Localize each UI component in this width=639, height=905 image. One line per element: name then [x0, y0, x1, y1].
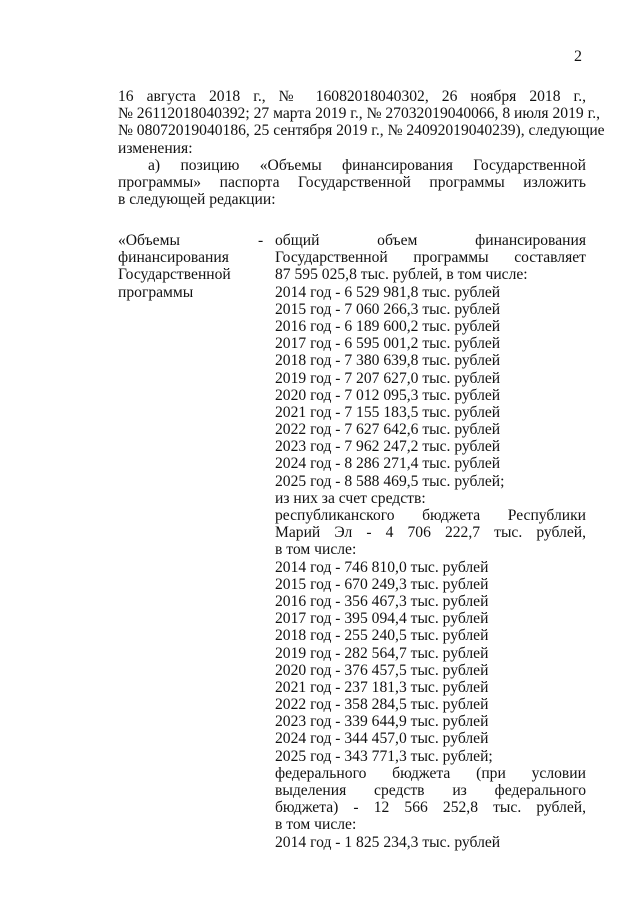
- total-year-line: 2025 год - 8 588 469,5 тыс. рублей;: [275, 472, 505, 490]
- total-year-line: 2015 год - 7 060 266,3 тыс. рублей: [275, 300, 501, 318]
- position-label: [118, 232, 258, 301]
- republic-year-line: 2019 год - 282 564,7 тыс. рублей: [275, 644, 489, 662]
- total-year-line: 2023 год - 7 962 247,2 тыс. рублей: [275, 438, 501, 456]
- republic-budget-line: республиканского бюджета Республики: [275, 507, 586, 524]
- total-year-line: 2021 год - 7 155 183,5 тыс. рублей: [275, 403, 501, 421]
- intro-line: 16 августа 2018 г., № 16082018040302, 26 ноября 2018 г.,: [118, 88, 586, 105]
- total-line: 87 595 025,8 тыс. рублей, в том числе:: [275, 266, 528, 284]
- intro-line: изменения:: [118, 139, 193, 157]
- republic-year-line: 2025 год - 343 771,3 тыс. рублей;: [275, 747, 493, 765]
- republic-year-line: 2018 год - 255 240,5 тыс. рублей: [275, 627, 489, 645]
- republic-year-line: 2021 год - 237 181,3 тыс. рублей: [275, 678, 489, 696]
- intro-line: № 26112018040392; 27 марта 2019 г., № 27032019040066, 8 июля 2019 г.,: [118, 105, 600, 123]
- intro-line: в следующей редакции:: [118, 191, 276, 209]
- intro-line: программы» паспорта Государственной программы изложить: [118, 173, 586, 191]
- page-number: 2: [574, 48, 582, 65]
- total-year-line: 2017 год - 6 595 001,2 тыс. рублей: [275, 335, 501, 353]
- total-year-line: 2020 год - 7 012 095,3 тыс. рублей: [275, 386, 501, 404]
- label-dash: -: [258, 232, 264, 249]
- total-line: Государственной программы составляет: [275, 249, 586, 267]
- federal-budget-line: выделения средств из федерального: [275, 782, 586, 799]
- republic-year-line: 2022 год - 358 284,5 тыс. рублей: [275, 696, 489, 714]
- federal-budget-line: федерального бюджета (при условии: [275, 764, 586, 782]
- total-line: общий объем финансирования: [275, 232, 586, 249]
- republic-year-line: 2017 год - 395 094,4 тыс. рублей: [275, 610, 489, 628]
- financing-volume: [275, 232, 586, 851]
- federal-budget-line: бюджета) - 12 566 252,8 тыс. рублей,: [275, 799, 586, 817]
- republic-year-line: 2014 год - 746 810,0 тыс. рублей: [275, 558, 489, 576]
- republic-budget-line: в том числе:: [275, 541, 357, 559]
- republic-year-line: 2016 год - 356 467,3 тыс. рублей: [275, 592, 489, 610]
- total-year-line: 2022 год - 7 627 642,6 тыс. рублей: [275, 421, 501, 439]
- intro-line: № 08072019040186, 25 сентября 2019 г., № 24092019040239), следующие: [118, 122, 605, 140]
- total-year-line: 2018 год - 7 380 639,8 тыс. рублей: [275, 352, 501, 370]
- intro-line: а) позицию «Объемы финансирования Государственной: [148, 156, 586, 174]
- federal-budget-line: в том числе:: [275, 816, 357, 834]
- position-label-line: финансирования: [118, 249, 229, 267]
- total-year-line: 2014 год - 6 529 981,8 тыс. рублей: [275, 283, 501, 301]
- total-year-line: 2024 год - 8 286 271,4 тыс. рублей: [275, 455, 501, 473]
- position-label-line: «Объемы: [118, 232, 180, 249]
- republic-year-line: 2020 год - 376 457,5 тыс. рублей: [275, 661, 489, 679]
- federal-year-line: 2014 год - 1 825 234,3 тыс. рублей: [275, 833, 501, 851]
- total-year-line: 2016 год - 6 189 600,2 тыс. рублей: [275, 317, 501, 335]
- republic-year-line: 2024 год - 344 457,0 тыс. рублей: [275, 730, 489, 748]
- sources-intro: из них за счет средств:: [275, 489, 426, 507]
- position-label-line: Государственной: [118, 266, 231, 284]
- republic-year-line: 2023 год - 339 644,9 тыс. рублей: [275, 713, 489, 731]
- amendment-intro: [118, 88, 605, 209]
- total-year-line: 2019 год - 7 207 627,0 тыс. рублей: [275, 369, 501, 387]
- republic-budget-line: Марий Эл - 4 706 222,7 тыс. рублей,: [275, 524, 586, 542]
- position-label-line: программы: [118, 283, 194, 301]
- republic-year-line: 2015 год - 670 249,3 тыс. рублей: [275, 575, 489, 593]
